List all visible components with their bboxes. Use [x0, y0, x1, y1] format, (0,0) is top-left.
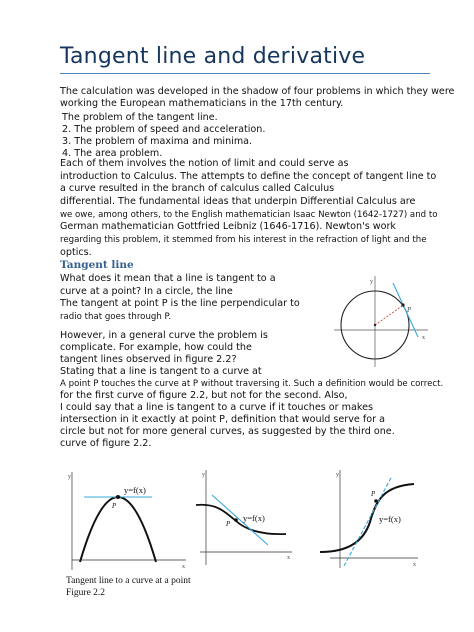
fig1-point-p — [116, 495, 120, 499]
figure-caption — [66, 575, 191, 599]
text-line: curve of figure 2.2. — [60, 438, 152, 449]
text-line: However, in a general curve the problem is — [60, 330, 268, 341]
fig3-p-label: P — [371, 490, 376, 498]
fig1-curve — [80, 497, 156, 562]
fig3-point-p — [374, 499, 378, 503]
fig2-p-label: P — [226, 520, 231, 528]
text-line: German mathematician Gottfried Leibniz (1646-1716). Newton's work — [60, 221, 396, 233]
fig1-yfx-label: y=f(x) — [124, 485, 146, 495]
fig1-p-label: P — [112, 502, 117, 510]
circle-y-label: y — [370, 279, 373, 285]
fig2-point-p — [234, 518, 238, 522]
fig1-y-label: y — [68, 474, 71, 480]
text-line: intersection in it exactly at point P, definition that would serve for a — [60, 414, 385, 425]
text-line: for the first curve of figure 2.2, but not for the second. Also, — [60, 390, 348, 401]
fig2-x-label: x — [287, 555, 290, 561]
circle-p-label: P — [407, 306, 412, 314]
text-line: a curve resulted in the branch of calculus called Calculus — [60, 183, 335, 195]
text-line: radio that goes through P. — [60, 311, 172, 322]
text-line: What does it mean that a line is tangent to a — [60, 273, 276, 284]
circle-center-dot — [374, 324, 376, 326]
caption-line-1: Tangent line to a curve at a point — [66, 576, 191, 586]
circle-figure — [334, 276, 428, 367]
text-line: differential. The fundamental ideas that underpin Differential Calculus are — [60, 196, 416, 208]
text-line: regarding this problem, it stemmed from his interest in the refraction of light and the — [60, 235, 427, 246]
text-line: The tangent at point P is the line perpendicular to — [60, 298, 300, 309]
text-line: A point P touches the curve at P without traversing it. Such a definition would be correct. — [60, 379, 444, 389]
fig3-yfx-label: y=f(x) — [379, 514, 401, 524]
problem-item: 2. The problem of speed and acceleration. — [62, 124, 266, 135]
problem-item: 4. The area problem. — [62, 148, 163, 159]
fig3-y-label: y — [336, 472, 339, 478]
figure-increasing-curve — [320, 470, 418, 568]
text-line: curve at a point? In a circle, the line — [60, 285, 233, 297]
text-line: introduction to Calculus. The attempts to define the concept of tangent line to — [60, 170, 437, 182]
text-line: complicate. For example, how could the — [60, 342, 252, 353]
text-line: tangent lines observed in figure 2.2? — [60, 354, 237, 365]
radius-line — [375, 306, 402, 325]
fig2-yfx-label: y=f(x) — [243, 513, 265, 523]
caption-line-2: Figure 2.2 — [66, 588, 106, 598]
figure-decreasing-curve — [196, 470, 292, 565]
text-line: circle but not for more general curves, as suggested by the third one. — [60, 426, 395, 437]
fig2-y-label: y — [202, 472, 205, 478]
fig1-x-label: x — [182, 564, 185, 570]
text-line: optics. — [60, 246, 92, 258]
circle-x-label: x — [422, 335, 425, 341]
intro-line: The calculation was developed in the shadow of four problems in which they were — [60, 86, 455, 97]
fig2-curve — [196, 505, 286, 534]
subheading-tangent-line: Tangent line — [60, 259, 134, 271]
problem-item: The problem of the tangent line. — [62, 112, 218, 123]
fig3-x-label: x — [413, 562, 416, 568]
problem-item: 3. The problem of maxima and minima. — [62, 136, 253, 147]
page-title: Tangent line and derivative — [60, 44, 366, 69]
text-line: we owe, among others, to the English mathematician Isaac Newton (1642-1727) and to — [60, 209, 438, 220]
text-line: Each of them involves the notion of limit and could serve as — [60, 158, 349, 169]
text-line: Stating that a line is tangent to a curve at — [60, 366, 262, 377]
figure-parabola — [68, 472, 186, 570]
text-line: I could say that a line is tangent to a curve if it touches or makes — [60, 402, 373, 413]
circle-point-p — [401, 303, 404, 306]
intro-line: working the European mathematicians in the 17th century. — [60, 98, 344, 109]
